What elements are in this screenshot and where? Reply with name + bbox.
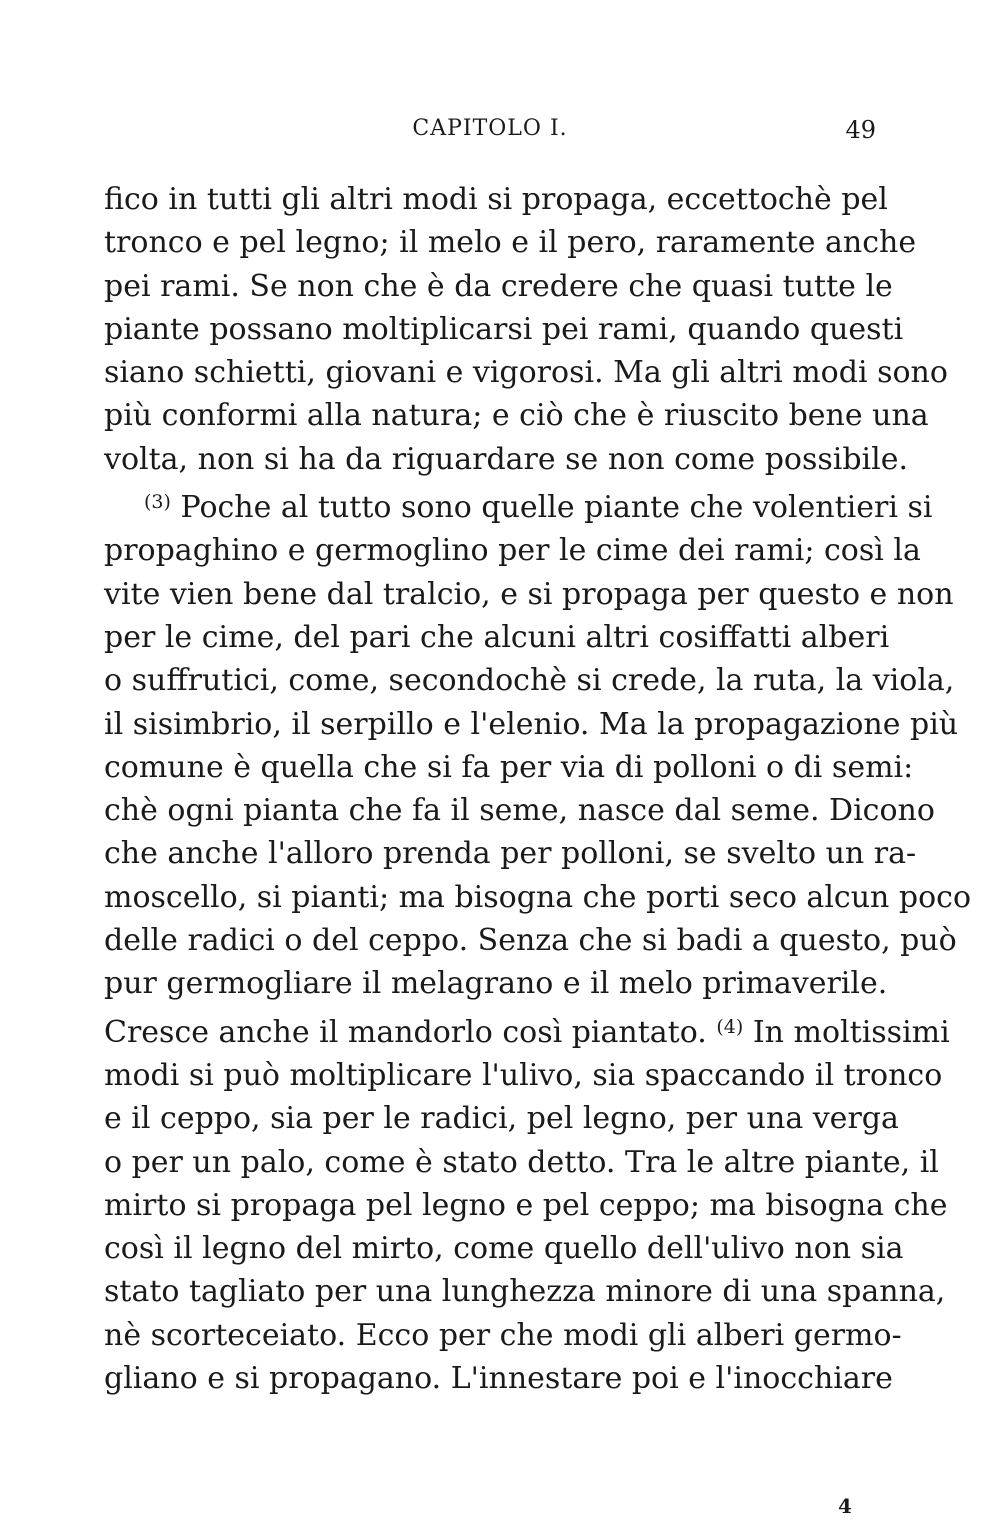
text-line: e il ceppo, sia per le radici, pel legno, per una verga (104, 1101, 899, 1137)
text-line: gliano e si propagano. L'innestare poi e l'inocchiare (104, 1361, 893, 1397)
text-line: così il legno del mirto, come quello dell'ulivo non sia (104, 1231, 904, 1267)
paragraph-line (104, 1006, 950, 1054)
text-line: In moltissimi (752, 1014, 950, 1050)
text-line: il sisimbrio, il serpillo e l'elenio. Ma la propagazione più (104, 706, 959, 742)
text-line: volta, non si ha da riguardare se non come possibile. (104, 441, 909, 477)
text-line: tronco e pel legno; il melo e il pero, raramente anche (104, 225, 917, 261)
text-line: Poche al tutto sono quelle piante che volentieri si (180, 490, 933, 526)
text-line: modi si può moltiplicare l'ulivo, sia spaccando il tronco (104, 1057, 943, 1093)
text-line: stato tagliato per una lunghezza minore di una spanna, (104, 1274, 946, 1310)
running-head: CAPITOLO I. (412, 116, 568, 141)
text-line: piante possano moltiplicarsi pei rami, quando questi (104, 311, 904, 347)
text-line: propaghino e germoglino per le cime dei rami; così la (104, 533, 921, 569)
footnote-reference: (3) (144, 491, 171, 514)
text-line: siano schietti, giovani e vigorosi. Ma gli altri modi sono (104, 355, 948, 391)
text-line: mirto si propaga pel legno e pel ceppo; ma bisogna che (104, 1187, 948, 1223)
text-line: delle radici o del ceppo. Senza che si badi a questo, può (104, 923, 957, 959)
text-line: pei rami. Se non che è da credere che quasi tutte le (104, 268, 893, 304)
text-line: Cresce anche il mandorlo così piantato. (104, 1014, 707, 1050)
text-line: nè scorteceiato. Ecco per che modi gli alberi germo- (104, 1317, 902, 1353)
text-line: chè ogni pianta che fa il seme, nasce dal seme. Dicono (104, 793, 935, 829)
paragraph-line (104, 481, 933, 529)
page-number: 49 (845, 116, 876, 144)
text-line: o suffrutici, come, secondochè si crede, la ruta, la viola, (104, 663, 955, 699)
text-line: o per un palo, come è stato detto. Tra le altre piante, il (104, 1144, 939, 1180)
signature-mark: 4 (838, 1494, 852, 1518)
text-line: vite vien bene dal tralcio, e si propaga per questo e non (104, 576, 954, 612)
page-header (104, 116, 876, 156)
text-line: comune è quella che si fa per via di polloni o di semi: (104, 749, 914, 785)
footnote-reference: (4) (716, 1015, 744, 1038)
text-line: che anche l'alloro prenda per polloni, se svelto un ra- (104, 836, 917, 872)
body-text (104, 178, 972, 1400)
text-line: più conformi alla natura; e ciò che è riuscito bene una (104, 398, 929, 434)
text-line: pur germogliare il melagrano e il melo primaverile. (104, 966, 888, 1002)
text-line: moscello, si pianti; ma bisogna che porti seco alcun poco (104, 879, 972, 915)
text-line: per le cime, del pari che alcuni altri cosiffatti alberi (104, 619, 890, 655)
text-line: fico in tutti gli altri modi si propaga, eccettochè pel (104, 182, 888, 217)
